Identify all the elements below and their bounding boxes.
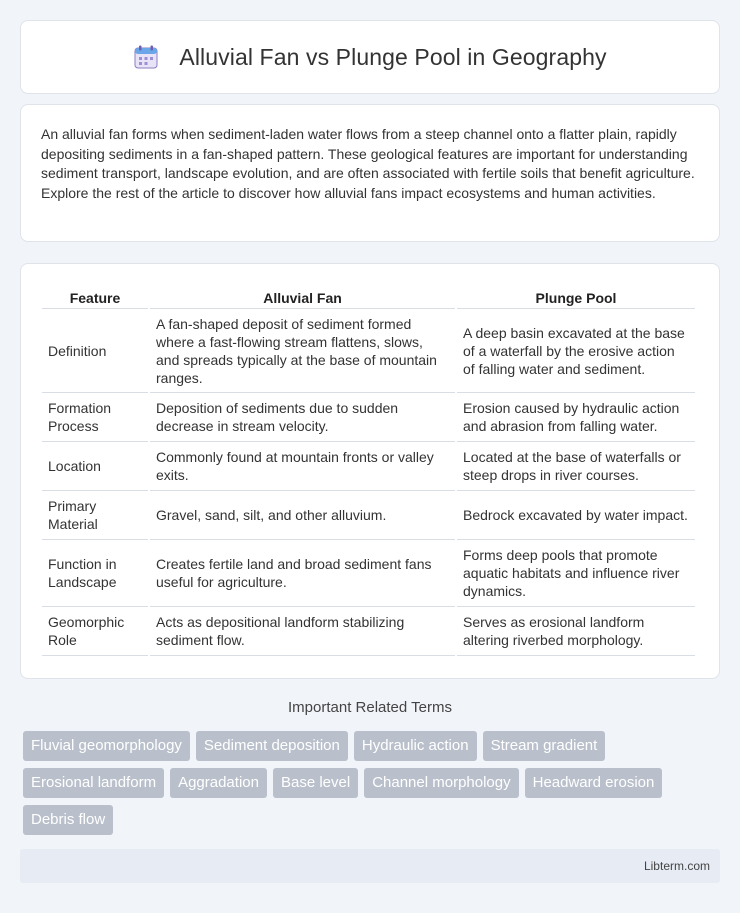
feature-cell: Formation Process [42, 393, 148, 442]
feature-cell: Function in Landscape [42, 540, 148, 607]
comparison-card [20, 263, 720, 679]
alluvial-fan-cell: A fan-shaped deposit of sediment formed where a fast-flowing stream flattens, slows, and spreads typically at the base of mountain ranges. [150, 309, 455, 393]
alluvial-fan-cell: Gravel, sand, silt, and other alluvium. [150, 491, 455, 540]
calendar-icon [133, 44, 159, 70]
table-row [42, 393, 695, 442]
related-terms-list [23, 731, 713, 842]
related-terms-heading: Important Related Terms [288, 699, 452, 716]
page-title: Alluvial Fan vs Plunge Pool in Geography [179, 43, 607, 70]
plunge-pool-cell: Erosion caused by hydraulic action and abrasion from falling water. [457, 393, 695, 442]
intro-text: An alluvial fan forms when sediment-laden water flows from a steep channel onto a flatter plain, rapidly depositing sediments in a fan-shaped pattern. These geological features are important for understanding sediment transport, landscape evolution, and are often associated with fertile soils that benefit agriculture. Explore the rest of the article to discover how alluvial fans impact ecosystems and human activities. [41, 126, 695, 201]
related-term-tag[interactable]: Headward erosion [525, 768, 663, 798]
related-term-tag[interactable]: Hydraulic action [354, 731, 477, 761]
alluvial-fan-cell: Acts as depositional landform stabilizing sediment flow. [150, 607, 455, 656]
related-term-tag[interactable]: Aggradation [170, 768, 267, 798]
feature-cell: Geomorphic Role [42, 607, 148, 656]
feature-cell: Definition [42, 309, 148, 393]
related-term-tag[interactable]: Base level [273, 768, 358, 798]
footer-site-link[interactable]: Libterm.com [643, 859, 710, 873]
related-term-tag[interactable]: Debris flow [23, 805, 113, 835]
table-row [42, 442, 695, 491]
related-term-tag[interactable]: Stream gradient [483, 731, 606, 761]
plunge-pool-cell: Forms deep pools that promote aquatic habitats and influence river dynamics. [457, 540, 695, 607]
plunge-pool-cell: Located at the base of waterfalls or steep drops in river courses. [457, 442, 695, 491]
table-row [42, 607, 695, 656]
feature-cell: Location [42, 442, 148, 491]
related-term-tag[interactable]: Sediment deposition [196, 731, 348, 761]
intro-card [20, 104, 720, 242]
comparison-table [40, 284, 697, 656]
related-term-tag[interactable]: Fluvial geomorphology [23, 731, 190, 761]
related-term-tag[interactable]: Channel morphology [364, 768, 518, 798]
table-row [42, 309, 695, 393]
plunge-pool-cell: Bedrock excavated by water impact. [457, 491, 695, 540]
related-term-tag[interactable]: Erosional landform [23, 768, 164, 798]
feature-cell: Primary Material [42, 491, 148, 540]
column-header-plunge-pool: Plunge Pool [457, 284, 695, 309]
table-row [42, 540, 695, 607]
table-header-row [42, 284, 695, 309]
table-row [42, 491, 695, 540]
header-card [20, 20, 720, 94]
plunge-pool-cell: Serves as erosional landform altering riverbed morphology. [457, 607, 695, 656]
alluvial-fan-cell: Commonly found at mountain fronts or valley exits. [150, 442, 455, 491]
alluvial-fan-cell: Creates fertile land and broad sediment fans useful for agriculture. [150, 540, 455, 607]
alluvial-fan-cell: Deposition of sediments due to sudden decrease in stream velocity. [150, 393, 455, 442]
column-header-alluvial-fan: Alluvial Fan [150, 284, 455, 309]
footer [20, 849, 720, 883]
plunge-pool-cell: A deep basin excavated at the base of a waterfall by the erosive action of falling water and sediment. [457, 309, 695, 393]
column-header-feature: Feature [42, 284, 148, 309]
